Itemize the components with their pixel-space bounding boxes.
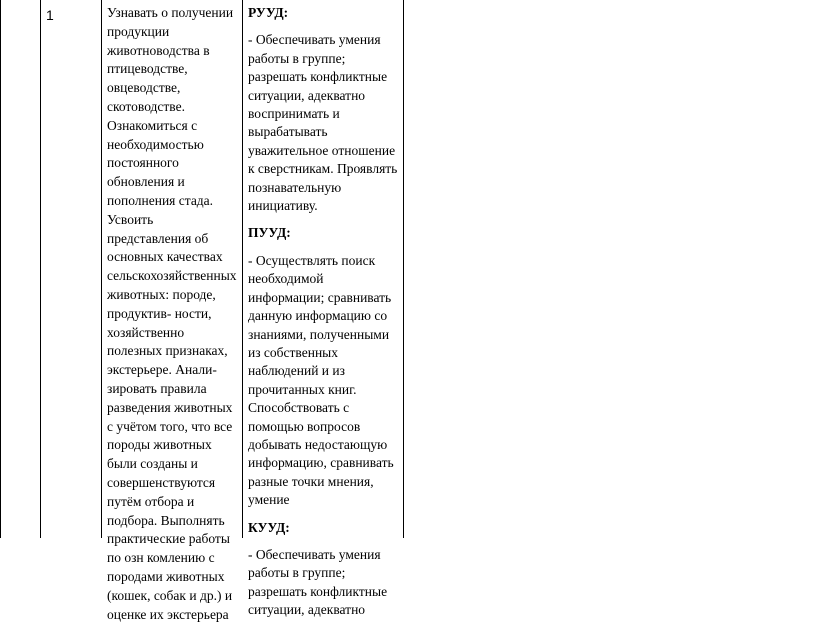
column-divider-1 xyxy=(40,0,41,538)
row-number-cell xyxy=(46,0,98,24)
column-divider-3 xyxy=(242,0,243,538)
row-number: 1 xyxy=(46,7,54,23)
lesson-content-text: Узнавать о получении продукции животноводства в птицеводстве, овцеводстве, скотоводстве. Ознакомиться с необходимостью постоянного обновления и пополнения стада. Усвоить представления об основных качествах сельскохозяйственных животных: породе, продуктив- ности, хозяйственно полезных признаках, экстерьере. Анали- зировать правила разведения животных с учётом того, что все породы животных были созданы и совершенствуются путём отбора и подбора. Выполнять практические работы по озн комлению с породами животных (кошек, собак и др.) и оценке их экстерьера xyxy=(107,5,237,622)
puud-heading: ПУУД: xyxy=(248,225,291,241)
ruud-text: - Обеспечивать умения работы в группе; разрешать конфликтные ситуации, адекватно воспринимать и вырабатывать уважительное отношение к сверстникам. Проявлять познавательную инициативу. xyxy=(248,32,398,214)
kuud-text: - Обеспечивать умения работы в группе; разрешать конфликтные ситуации, адекватно xyxy=(248,546,388,618)
column-divider-2 xyxy=(101,0,102,538)
lesson-content-cell xyxy=(107,0,239,624)
table-border-left xyxy=(0,0,1,538)
puud-text: - Осуществлять поиск необходимой информации; сравнивать данную информацию со знаниями, полученными из собственных наблюдений и из прочитанных книг. Способствовать с помощью вопросов добывать недостающую информацию, сравнивать разные точки мнения, умение xyxy=(248,252,394,508)
ruud-heading: РУУД: xyxy=(248,5,289,20)
uud-cell xyxy=(248,0,398,629)
kuud-heading: КУУД: xyxy=(248,519,290,535)
column-divider-4 xyxy=(403,0,404,538)
